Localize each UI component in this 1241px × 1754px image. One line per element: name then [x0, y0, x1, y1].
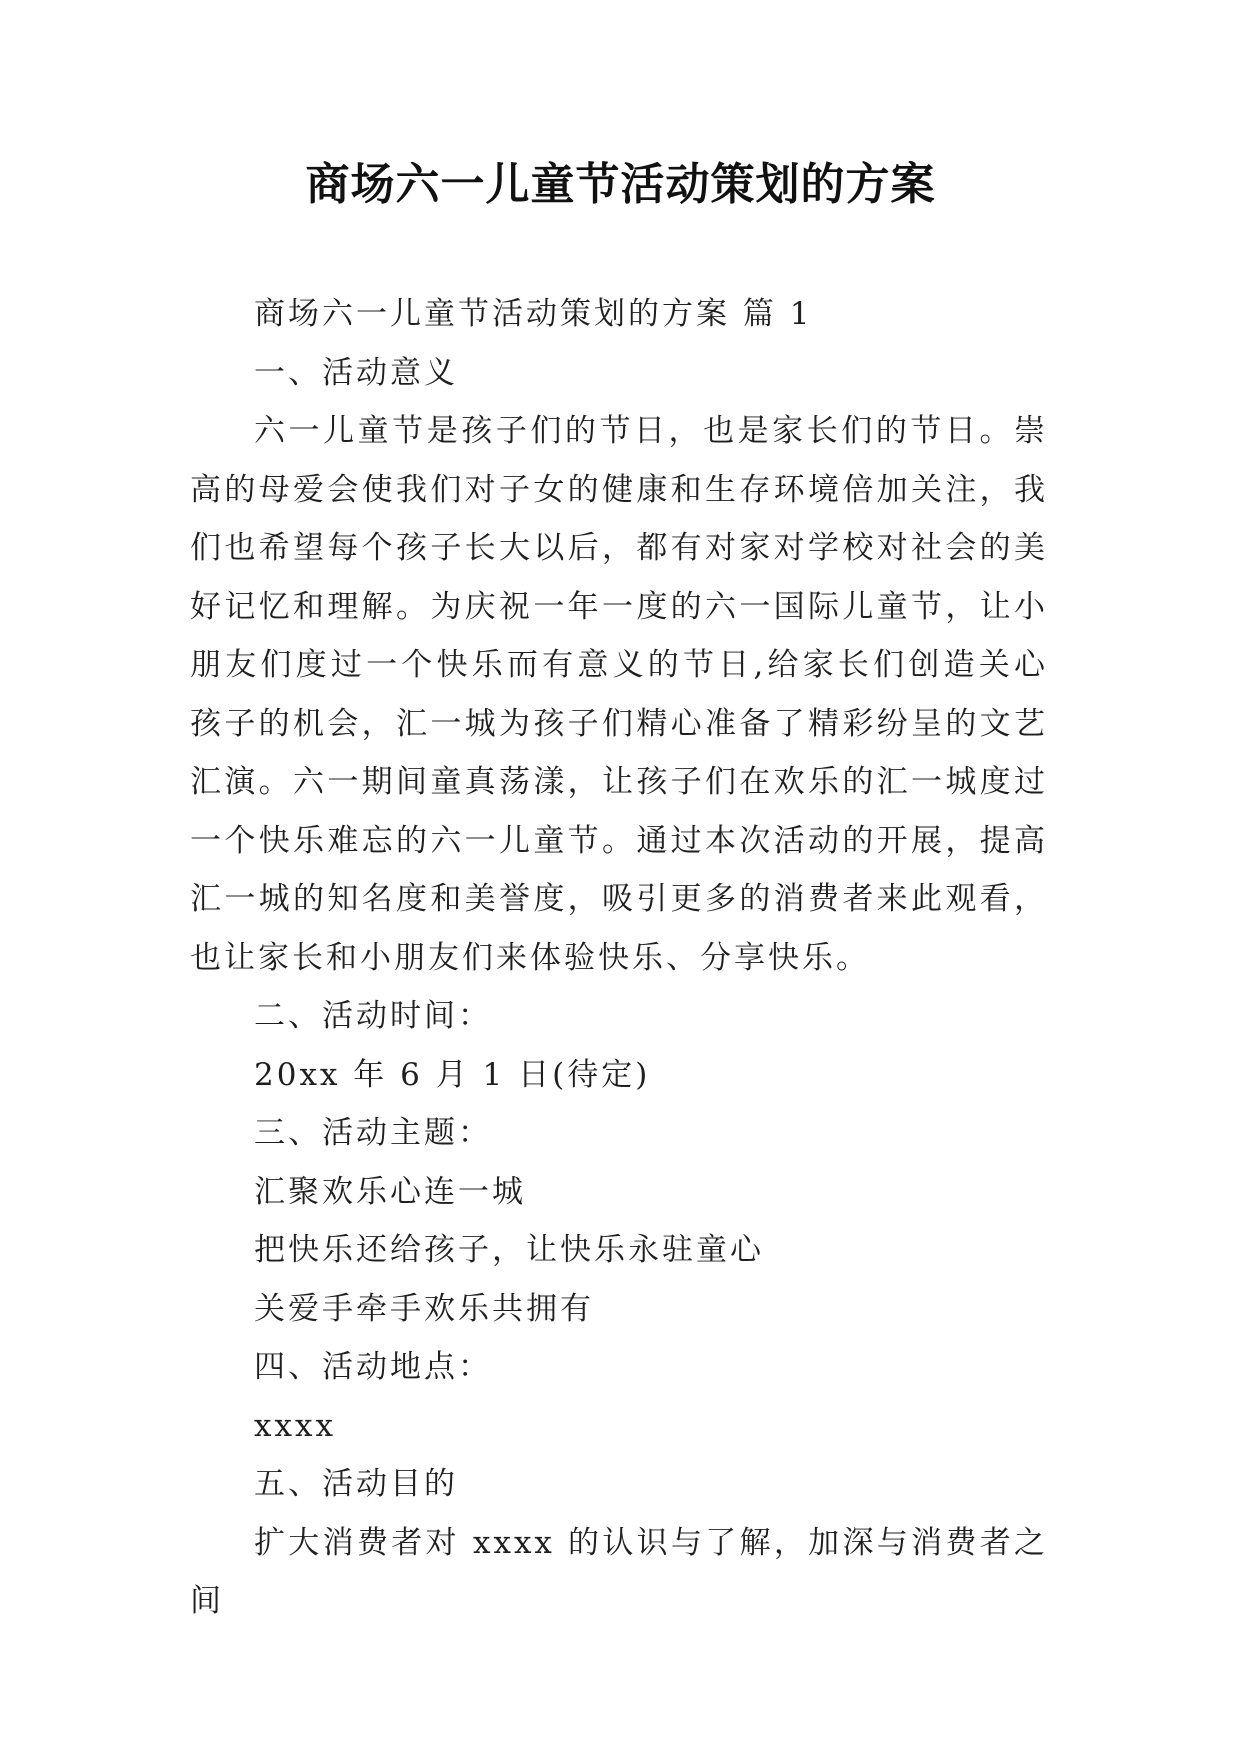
section-heading: 五、活动目的	[254, 1466, 458, 1502]
section-heading: 一、活动意义	[254, 354, 458, 391]
section-heading: 四、活动地点：	[254, 1349, 492, 1385]
body-paragraph: 把快乐还给孩子，让快乐永驻童心	[254, 1232, 764, 1268]
body-paragraph: 关爱手牵手欢乐共拥有	[254, 1290, 594, 1327]
document-body	[190, 285, 1048, 1631]
section-heading: 二、活动时间：	[254, 998, 492, 1034]
body-paragraph: 扩大消费者对 xxxx 的认识与了解，加深与消费者之间	[190, 1524, 1048, 1619]
body-paragraph: 20xx 年 6 月 1 日(待定)	[254, 1056, 651, 1093]
body-paragraph: xxxx	[254, 1407, 336, 1444]
document-title: 商场六一儿童节活动策划的方案	[305, 159, 936, 210]
section-heading: 商场六一儿童节活动策划的方案 篇 1	[254, 296, 813, 332]
section-heading: 三、活动主题：	[254, 1115, 492, 1151]
body-paragraph: 汇聚欢乐心连一城	[254, 1173, 526, 1210]
body-paragraph: 六一儿童节是孩子们的节日，也是家长们的节日。崇高的母爱会使我们对子女的健康和生存环境倍加关注，我们也希望每个孩子长大以后，都有对家对学校对社会的美好记忆和理解。为庆祝一年一度的六一国际儿童节，让小朋友们度过一个快乐而有意义的节日,给家长们创造关心孩子的机会，汇一城为孩子们精心准备了精彩纷呈的文艺汇演。六一期间童真荡漾，让孩子们在欢乐的汇一城度过一个快乐难忘的六一儿童节。通过本次活动的开展，提高汇一城的知名度和美誉度，吸引更多的消费者来此观看，也让家长和小朋友们来体验快乐、分享快乐。	[190, 413, 1048, 976]
